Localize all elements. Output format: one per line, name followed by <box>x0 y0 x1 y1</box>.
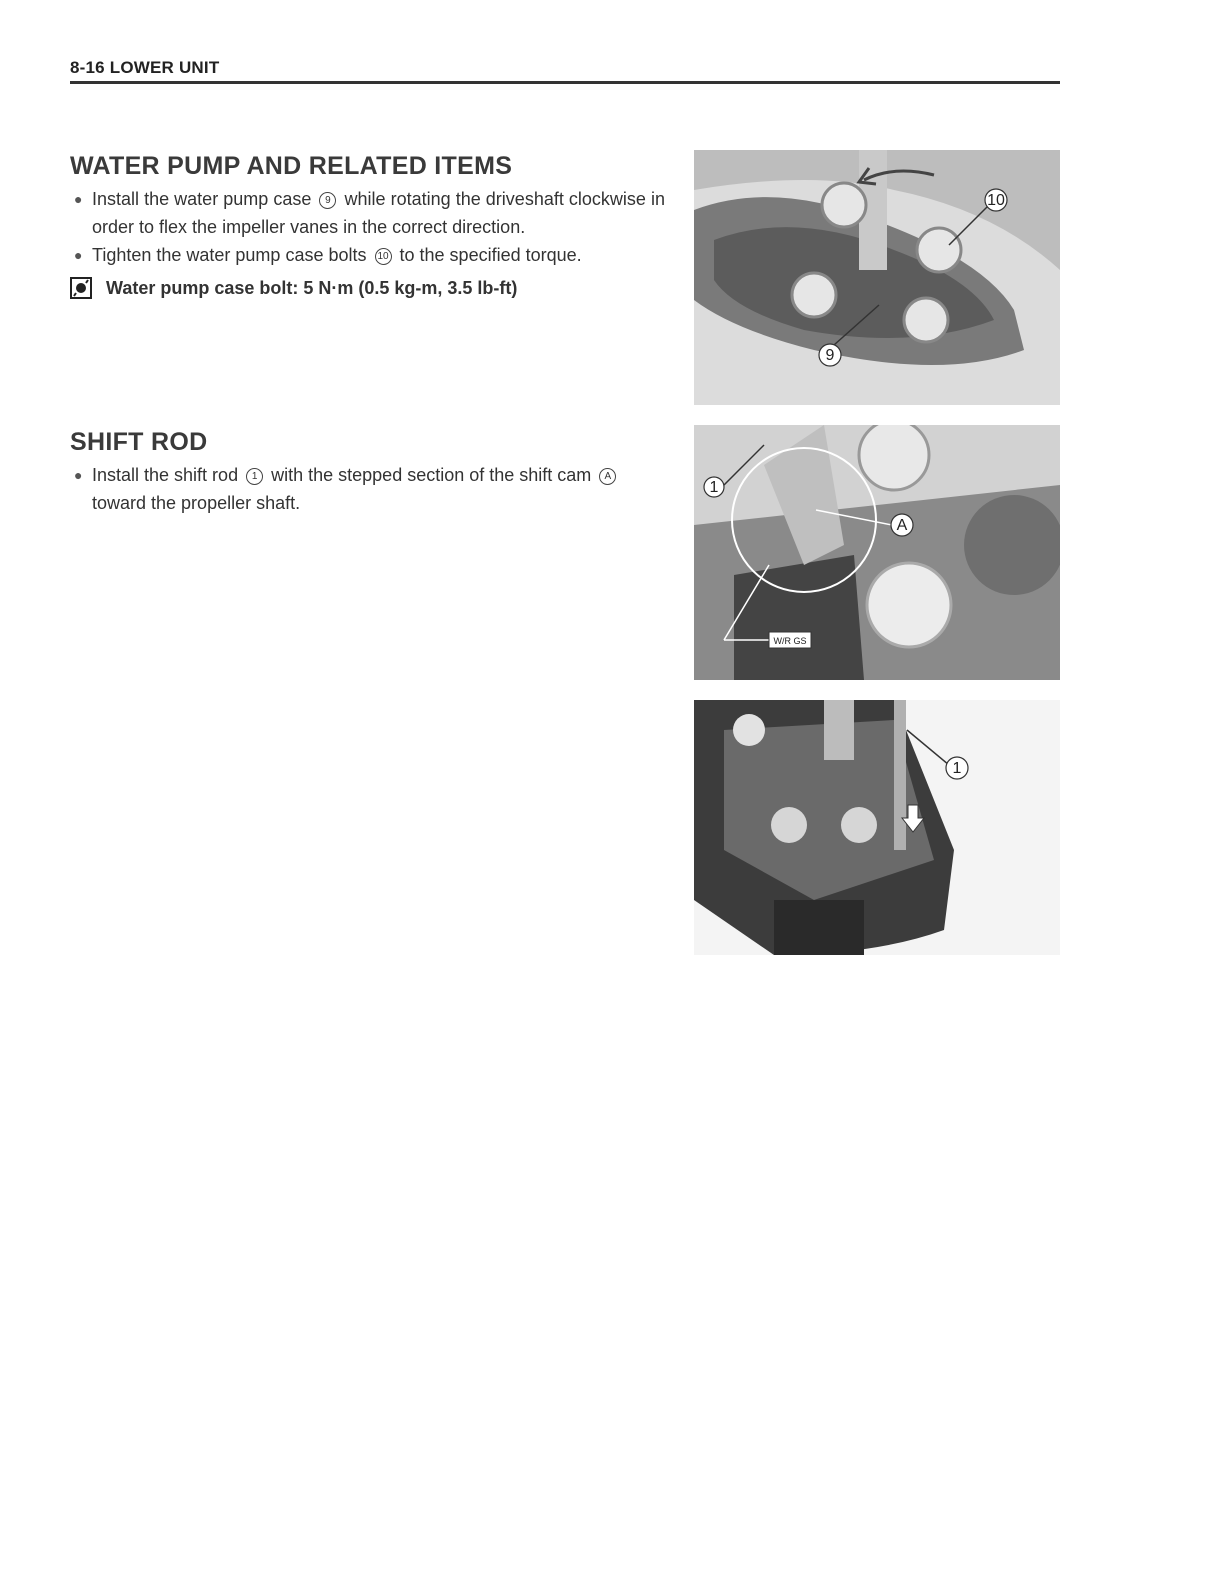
photo-label-10: 10 <box>987 192 1005 209</box>
bullet-text: Install the shift rod <box>92 465 239 485</box>
bullet-dot-icon: ● <box>74 247 83 263</box>
shift-rod-section <box>70 428 665 517</box>
shift-rod-photo-1 <box>694 425 1060 680</box>
water-pump-bullet-2 <box>70 241 665 269</box>
shift-rod-photo-2 <box>694 700 1060 955</box>
header-rule <box>70 81 1060 84</box>
photo-label-1-b: 1 <box>952 760 962 777</box>
photo-label-1: 1 <box>709 479 719 496</box>
water-pump-section <box>70 152 665 301</box>
bullet-text: with the stepped section of the shift cam <box>271 465 592 485</box>
torque-wrench-icon <box>70 277 92 299</box>
water-pump-photo <box>694 150 1060 405</box>
water-pump-bullet-1 <box>70 185 665 241</box>
bullet-text: toward the propeller shaft. <box>92 493 301 513</box>
torque-spec-text: Water pump case bolt: 5 N·m (0.5 kg-m, 3.5 lb-ft) <box>106 278 518 298</box>
bullet-text: Install the water pump case <box>92 189 312 209</box>
shift-rod-title: SHIFT ROD <box>70 428 208 456</box>
page-number-label: 8-16 LOWER UNIT <box>70 58 220 77</box>
grease-tag: W/R GS <box>773 636 807 646</box>
photo-label-9: 9 <box>825 347 835 364</box>
water-pump-title: WATER PUMP AND RELATED ITEMS <box>70 152 513 180</box>
ref-callout: A <box>599 468 616 485</box>
bullet-dot-icon: ● <box>74 467 83 483</box>
torque-spec <box>70 275 665 301</box>
photo-label-A: A <box>896 517 908 534</box>
page-header <box>70 58 1060 88</box>
ref-callout: 9 <box>319 192 336 209</box>
bullet-dot-icon: ● <box>74 191 83 207</box>
ref-callout: 1 <box>246 468 263 485</box>
ref-callout: 10 <box>375 248 392 265</box>
shift-rod-bullet-1 <box>70 461 665 517</box>
bullet-text: while rotating the driveshaft clockwise in order to flex the impeller vanes in the correct direction. <box>92 189 665 237</box>
bullet-text: Tighten the water pump case bolts <box>92 245 367 265</box>
bullet-text: to the specified torque. <box>399 245 582 265</box>
